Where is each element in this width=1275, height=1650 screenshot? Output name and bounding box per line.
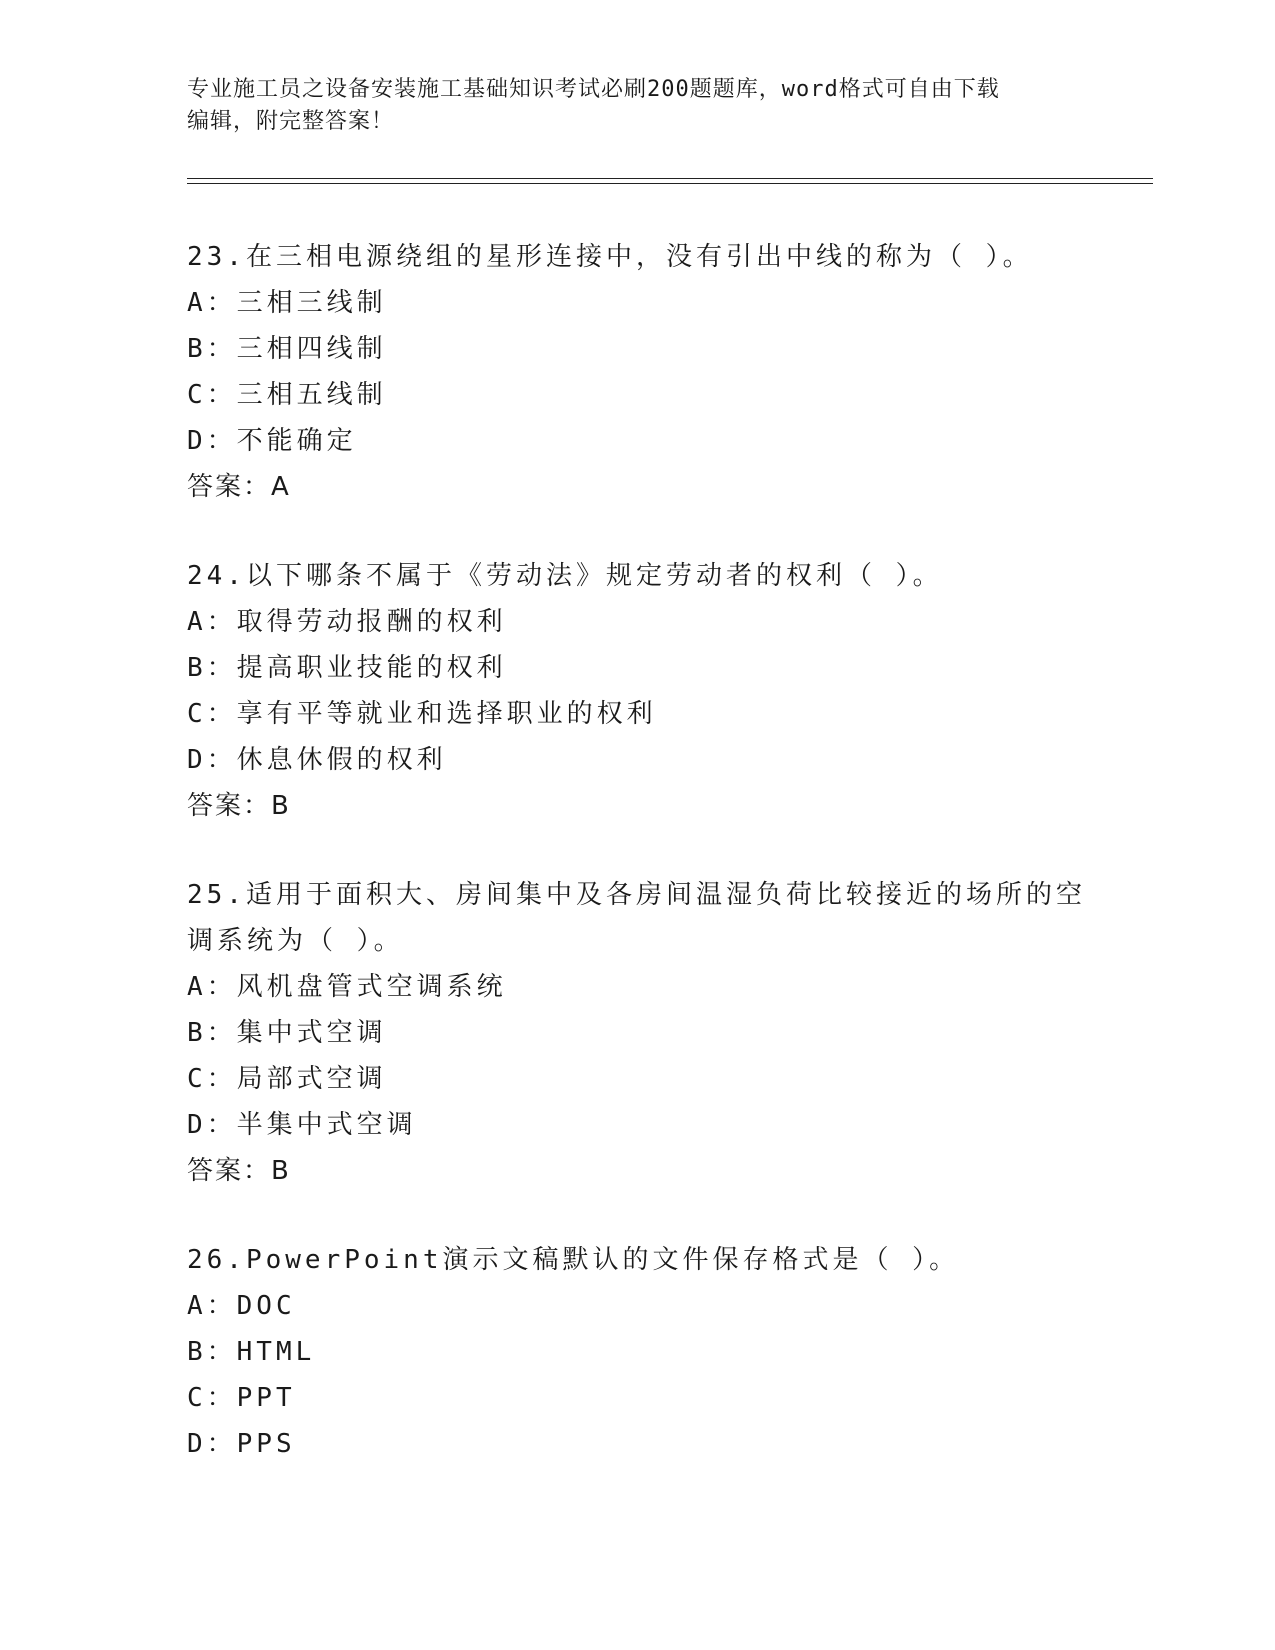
option-b: B：HTML — [187, 1337, 316, 1367]
option-c: C：享有平等就业和选择职业的权利 — [187, 699, 657, 729]
option-c: C：三相五线制 — [187, 380, 387, 410]
header-line-2: 编辑，附完整答案！ — [187, 109, 395, 134]
question-26 — [187, 1237, 1087, 1467]
answer: 答案：B — [187, 1156, 291, 1186]
document-header — [187, 74, 1087, 138]
header-line-1: 专业施工员之设备安装施工基础知识考试必刷200题题库，word格式可自由下载 — [187, 77, 1000, 102]
option-c: C：PPT — [187, 1383, 296, 1413]
option-d: D：休息休假的权利 — [187, 745, 447, 775]
option-b: B：提高职业技能的权利 — [187, 653, 507, 683]
question-stem: 25.适用于面积大、房间集中及各房间温湿负荷比较接近的场所的空调系统为（ ）。 — [187, 880, 1086, 956]
option-d: D：半集中式空调 — [187, 1110, 417, 1140]
option-a: A：取得劳动报酬的权利 — [187, 607, 507, 637]
question-stem: 23.在三相电源绕组的星形连接中，没有引出中线的称为（ ）。 — [187, 242, 1033, 272]
option-a: A：DOC — [187, 1291, 296, 1321]
option-b: B：三相四线制 — [187, 334, 387, 364]
answer: 答案：A — [187, 472, 291, 502]
option-a: A：三相三线制 — [187, 288, 387, 318]
option-d: D：不能确定 — [187, 426, 357, 456]
answer: 答案：B — [187, 791, 291, 821]
question-23 — [187, 234, 1087, 510]
header-divider — [187, 178, 1153, 179]
question-stem: 24.以下哪条不属于《劳动法》规定劳动者的权利（ ）。 — [187, 561, 943, 591]
question-25 — [187, 872, 1087, 1194]
option-c: C：局部式空调 — [187, 1064, 387, 1094]
question-stem: 26.PowerPoint演示文稿默认的文件保存格式是（ ）。 — [187, 1245, 960, 1275]
option-a: A：风机盘管式空调系统 — [187, 972, 507, 1002]
option-d: D：PPS — [187, 1429, 296, 1459]
option-b: B：集中式空调 — [187, 1018, 387, 1048]
question-24 — [187, 553, 1087, 829]
header-divider-secondary — [187, 183, 1153, 184]
